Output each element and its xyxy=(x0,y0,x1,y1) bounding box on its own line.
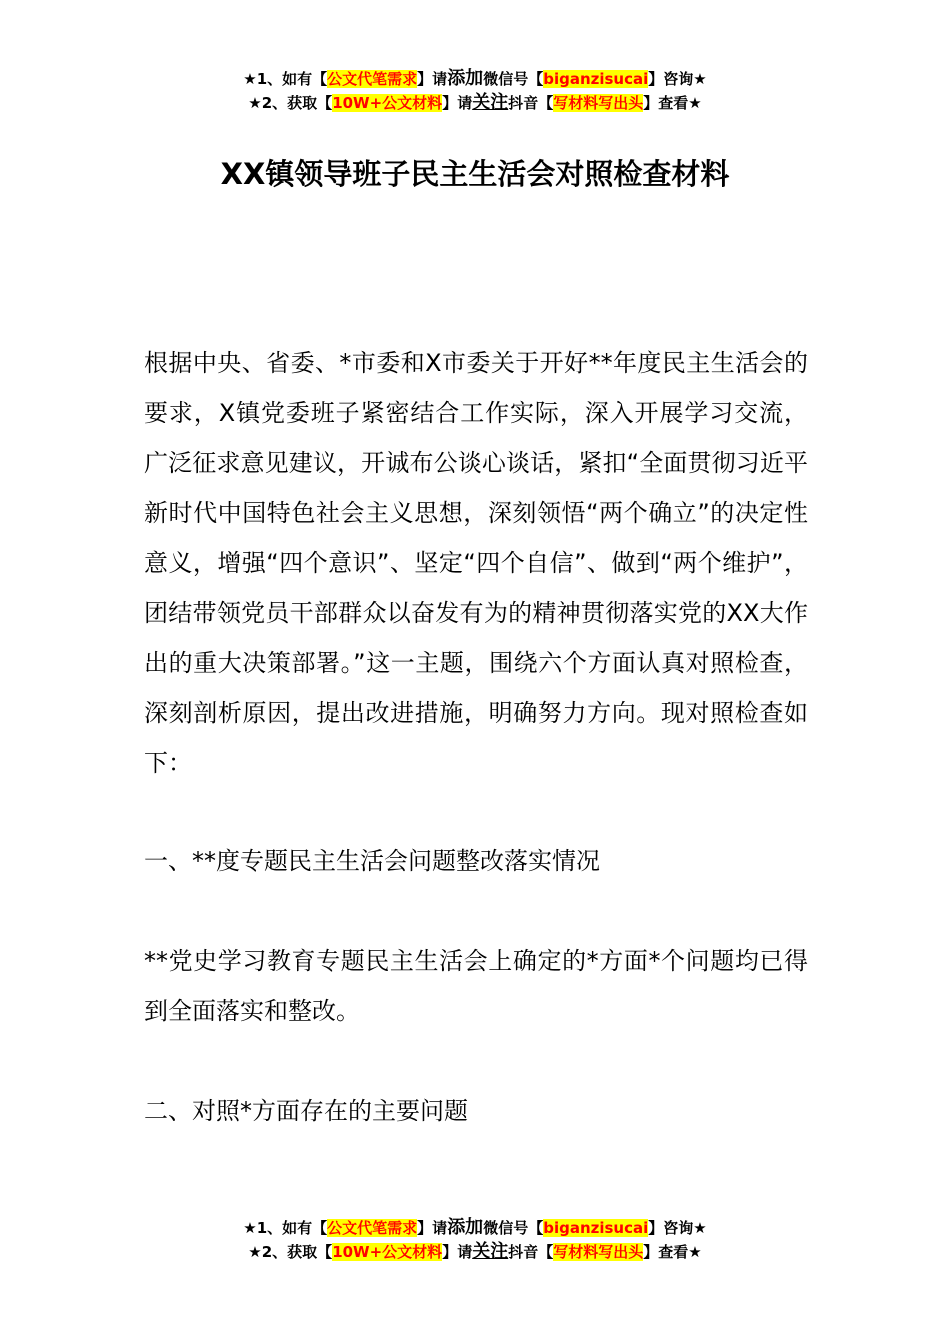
promo-highlight: 10W+公文材料 xyxy=(332,1243,443,1261)
promo-text: 抖音【 xyxy=(508,94,554,112)
promo-text: 】请 xyxy=(442,94,473,112)
promo-text: 抖音【 xyxy=(508,1243,554,1261)
promo-emphasis: 关注 xyxy=(472,92,509,113)
promo-highlight: 公文代笔需求 xyxy=(327,1219,418,1237)
promo-text: 】请 xyxy=(417,70,448,88)
promo-text: 微信号【 xyxy=(483,1219,544,1237)
section-heading: 二、对照*方面存在的主要问题 xyxy=(144,1097,468,1125)
promo-footer xyxy=(0,1216,950,1264)
body-paragraph: **党史学习教育专题民主生活会上确定的*方面*个问题均已得到全面落实和整改。 xyxy=(144,947,808,1025)
promo-line-1 xyxy=(0,1216,950,1240)
promo-text: 】查看★ xyxy=(643,1243,702,1261)
promo-highlight: 公文代笔需求 xyxy=(327,70,418,88)
promo-text: 】咨询★ xyxy=(648,70,707,88)
promo-wechat-id: biganzisucai xyxy=(543,1219,649,1237)
promo-emphasis: 关注 xyxy=(472,1241,509,1262)
promo-line-2 xyxy=(0,91,950,115)
section-heading: 一、**度专题民主生活会问题整改落实情况 xyxy=(144,847,600,875)
promo-line-2 xyxy=(0,1240,950,1264)
promo-emphasis: 添加 xyxy=(447,1217,484,1238)
promo-wechat-id: biganzisucai xyxy=(543,70,649,88)
document-title: XX镇领导班子民主生活会对照检查材料 xyxy=(220,157,730,191)
promo-text: ★2、获取【 xyxy=(248,1243,333,1261)
promo-highlight: 10W+公文材料 xyxy=(332,94,443,112)
promo-line-1 xyxy=(0,67,950,91)
promo-emphasis: 添加 xyxy=(447,68,484,89)
promo-text: 】请 xyxy=(442,1243,473,1261)
promo-text: 微信号【 xyxy=(483,70,544,88)
body-paragraph: 根据中央、省委、*市委和X市委关于开好**年度民主生活会的要求，X镇党委班子紧密结合工作实际，深入开展学习交流，广泛征求意见建议，开诚布公谈心谈话，紧扣“全面贯彻习近平新时代中国特色社会主义思想，深刻领悟“两个确立”的决定性意义，增强“四个意识”、坚定“四个自信”、做到“两个维护”，团结带领党员干部群众以奋发有为的精神贯彻落实党的XX大作出的重大决策部署。”这一主题，围绕六个方面认真对照检查，深刻剖析原因，提出改进措施，明确努力方向。现对照检查如下： xyxy=(144,349,808,777)
promo-text: 】咨询★ xyxy=(648,1219,707,1237)
promo-douyin-id: 写材料写出头 xyxy=(553,94,644,112)
promo-text: ★1、如有【 xyxy=(243,70,328,88)
promo-text: ★1、如有【 xyxy=(243,1219,328,1237)
promo-douyin-id: 写材料写出头 xyxy=(553,1243,644,1261)
promo-header xyxy=(0,67,950,115)
promo-text: 】查看★ xyxy=(643,94,702,112)
promo-text: ★2、获取【 xyxy=(248,94,333,112)
promo-text: 】请 xyxy=(417,1219,448,1237)
